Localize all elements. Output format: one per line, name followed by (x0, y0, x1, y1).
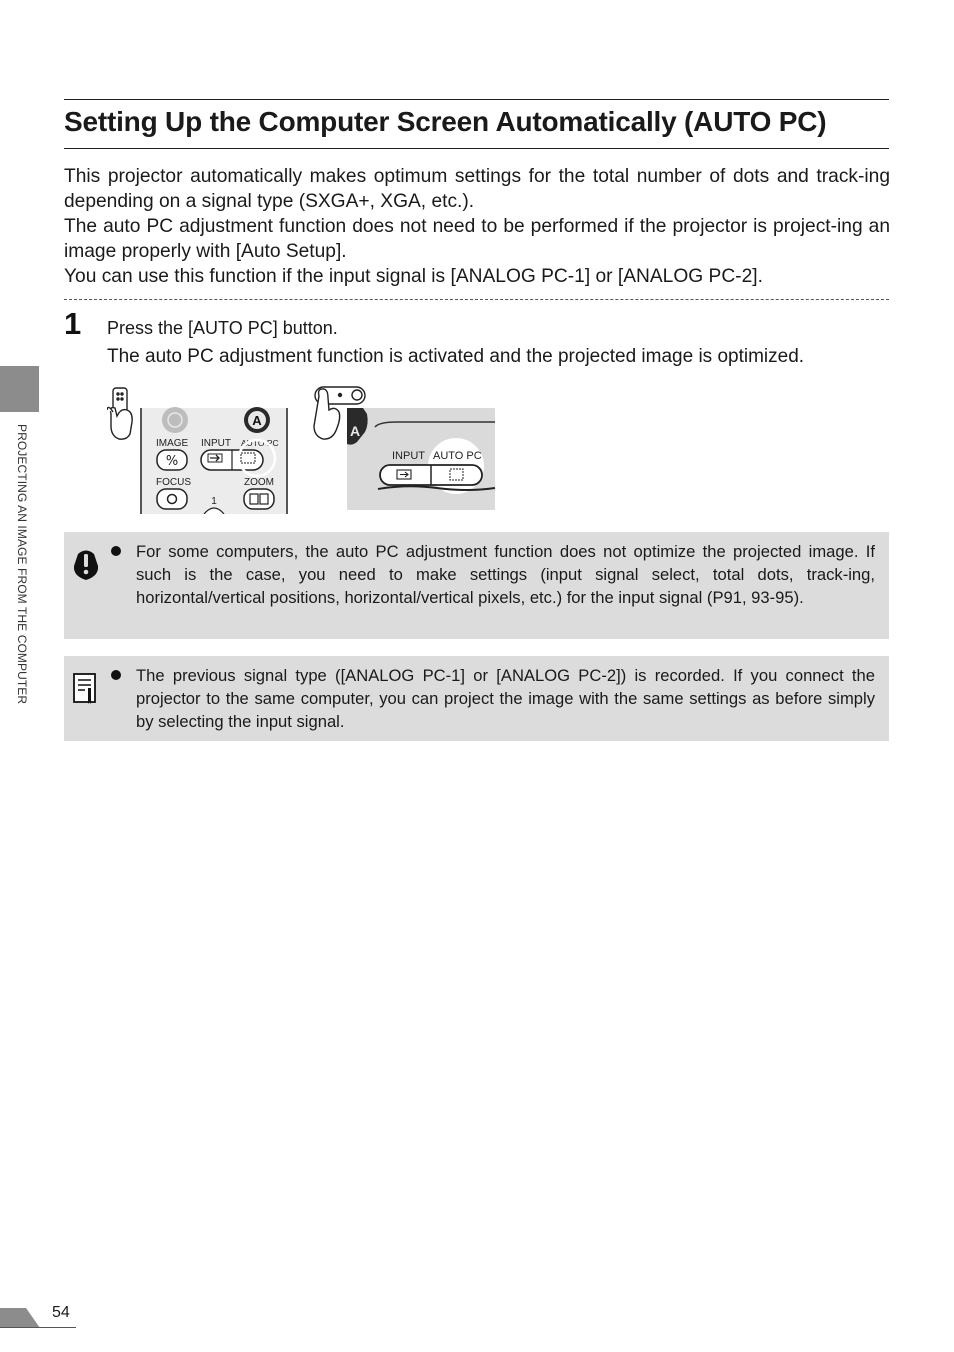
panel-input-label: INPUT (392, 450, 425, 462)
step-title: Press the [AUTO PC] button. (107, 318, 338, 338)
memo-note (64, 656, 889, 741)
panel-a-label: A (350, 423, 361, 439)
remote-zoom-label: ZOOM (244, 477, 274, 488)
caution-text: For some computers, the auto PC adjustment function does not optimize the projected image. If such is the case, you need to make settings (input signal select, total dots, track-ing, horizontal/vertical positions, horizontal/vertical pixels, etc.) for the input signal (P91, 93-95). (136, 542, 875, 607)
step-description: The auto PC adjustment function is activated and the projected image is optimized. (107, 346, 805, 367)
caution-icon (71, 546, 101, 582)
title-rule-top (64, 99, 889, 100)
memo-bullet (111, 670, 121, 680)
remote-control-closeup (140, 407, 288, 514)
remote-focus-label: FOCUS (156, 477, 191, 488)
memo-text: The previous signal type ([ANALOG PC-1] or [ANALOG PC-2]) is recorded. If you connect the projector to the same computer, you can project the image with the same settings as before simply by selecting the input signal. (136, 666, 875, 731)
title-rule-bottom (64, 148, 889, 149)
intro-paragraph: The auto PC adjustment function does not need to be performed if the projector is project-ing an image properly with [Auto Setup]. (64, 216, 890, 262)
memo-icon (71, 670, 101, 706)
caution-note (64, 532, 889, 639)
panel-auto-pc-label: AUTO PC (433, 450, 482, 462)
auto-pc-illustration (107, 384, 497, 514)
step-number: 1 (64, 306, 82, 341)
chapter-tab (0, 366, 39, 412)
footer-wedge (0, 1308, 40, 1328)
remote-a-label: A (252, 413, 262, 428)
page-title: Setting Up the Computer Screen Automatically (AUTO PC) (64, 106, 827, 137)
intro-text (64, 164, 890, 289)
remote-auto-pc-label: AUTO PC (241, 438, 279, 448)
intro-paragraph: This projector automatically makes optimum settings for the total number of dots and track-ing depending on a signal type (SXGA+, XGA, etc.). (64, 166, 890, 212)
remote-image-label: IMAGE (156, 438, 189, 449)
page-number: 54 (52, 1304, 70, 1321)
caution-bullet (111, 546, 121, 556)
dashed-divider (64, 299, 889, 300)
svg-text:%: % (165, 454, 179, 469)
chapter-label: PROJECTING AN IMAGE FROM THE COMPUTER (15, 424, 29, 705)
remote-input-label: INPUT (201, 438, 231, 449)
remote-hand-icon (107, 388, 132, 439)
intro-paragraph: You can use this function if the input signal is [ANALOG PC-1] or [ANALOG PC-2]. (64, 266, 763, 287)
projector-panel-closeup (347, 408, 495, 510)
footer-rule (0, 1327, 76, 1328)
remote-one-label: 1 (211, 496, 217, 507)
